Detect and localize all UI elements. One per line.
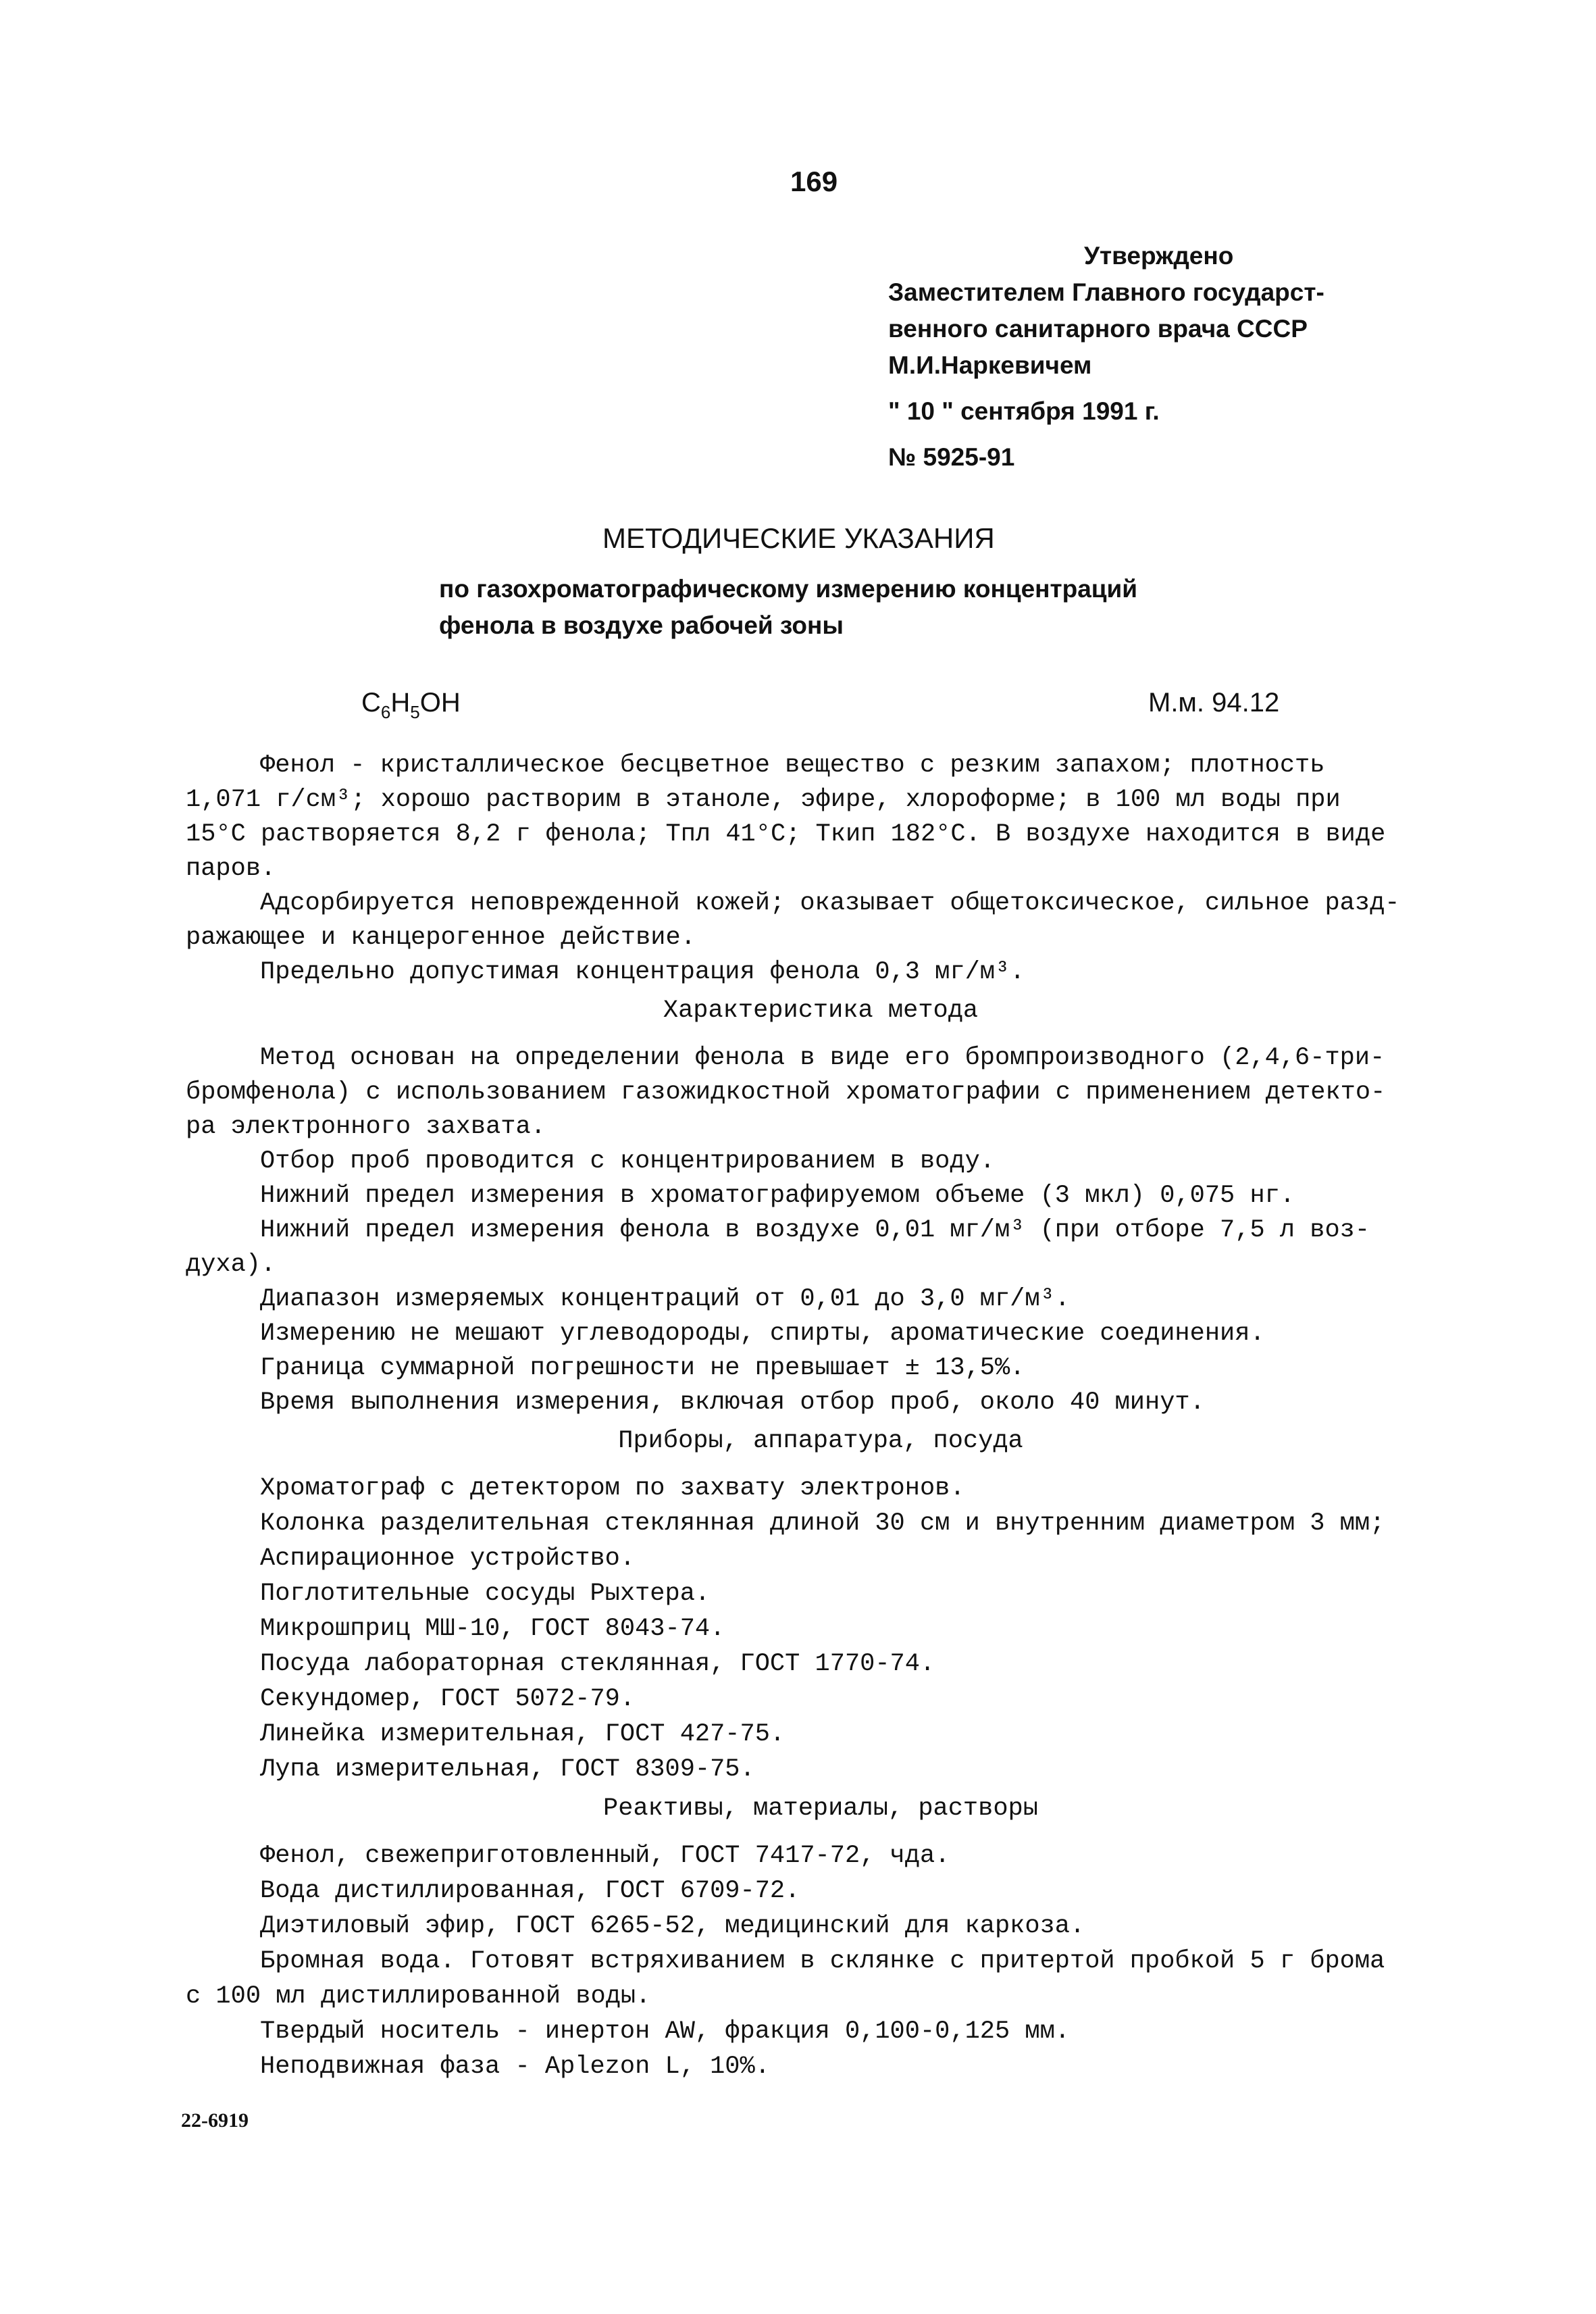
formula-c: C (361, 688, 381, 718)
approval-number: № 5925-91 (888, 443, 1015, 471)
approval-line-2: венного санитарного врача СССР (888, 315, 1308, 343)
equipment-item: Поглотительные сосуды Рыхтера. (260, 1580, 711, 1608)
method-line: Диапазон измеряемых концентраций от 0,01 до 3,0 мг/м³. (260, 1285, 1070, 1313)
section-heading-equipment: Приборы, аппаратура, посуда (618, 1427, 1023, 1455)
approval-line-3: М.И.Наркевичем (888, 351, 1092, 379)
subtitle-line-1: по газохроматографическому измерению концентраций (439, 575, 1138, 603)
intro-line: Адсорбируется неповрежденной кожей; оказывает общетоксическое, сильное разд- (260, 889, 1400, 917)
method-line: бромфенола) с использованием газожидкостной хроматографии с применением детекто- (186, 1078, 1386, 1107)
method-line: Отбор проб проводится с концентрированием в воду. (260, 1147, 995, 1176)
method-line: Нижний предел измерения фенола в воздухе 0,01 мг/м³ (при отборе 7,5 л воз- (260, 1216, 1370, 1244)
document-subtitle (439, 571, 1137, 644)
method-line: Нижний предел измерения в хроматографируемом объеме (3 мкл) 0,075 нг. (260, 1182, 1295, 1210)
reagent-item: Неподвижная фаза - Aplezon L, 10%. (260, 2053, 770, 2081)
reagent-item: Фенол, свежеприготовленный, ГОСТ 7417-72, чда. (260, 1842, 950, 1870)
equipment-item: Микрошприц МШ-10, ГОСТ 8043-74. (260, 1615, 725, 1643)
formula-h-sub: 5 (410, 702, 420, 722)
page-number: 169 (790, 166, 838, 197)
subtitle-line-2: фенола в воздухе рабочей зоны (439, 611, 844, 639)
reagent-item: с 100 мл дистиллированной воды. (186, 1982, 651, 2011)
approval-block (888, 238, 1449, 476)
equipment-item: Посуда лабораторная стеклянная, ГОСТ 1770-74. (260, 1650, 935, 1678)
formula-h: H (390, 688, 411, 718)
molar-mass: М.м. 94.12 (1148, 688, 1280, 718)
equipment-item: Секундомер, ГОСТ 5072-79. (260, 1685, 636, 1713)
document-body (186, 750, 1456, 2086)
section-heading-method: Характеристика метода (663, 997, 979, 1025)
approval-heading: Утверждено (1084, 242, 1234, 270)
method-line: Метод основан на определении фенола в виде его бромпроизводного (2,4,6-три- (260, 1044, 1385, 1072)
reagents-list (186, 1840, 1456, 2086)
approval-line-1: Заместителем Главного государст- (888, 278, 1324, 306)
chemical-formula (361, 686, 461, 724)
reagent-item: Вода дистиллированная, ГОСТ 6709-72. (260, 1877, 800, 1905)
intro-line: паров. (186, 855, 276, 883)
equipment-item: Колонка разделительная стеклянная длиной 30 см и внутренним диаметром 3 мм; (260, 1509, 1385, 1538)
equipment-item: Аспирационное устройство. (260, 1544, 636, 1573)
intro-line: Предельно допустимая концентрация фенола 0,3 мг/м³. (260, 958, 1025, 986)
footer-code: 22-6919 (181, 2109, 249, 2132)
method-section (186, 1042, 1456, 1422)
method-line: ра электронного захвата. (186, 1113, 546, 1141)
equipment-item: Линейка измерительная, ГОСТ 427-75. (260, 1720, 786, 1749)
method-line: Измерению не мешают углеводороды, спирты, ароматические соединения. (260, 1319, 1265, 1348)
equipment-item: Лупа измерительная, ГОСТ 8309-75. (260, 1755, 755, 1784)
formula-rest: OH (419, 688, 461, 718)
method-line: Время выполнения измерения, включая отбор проб, около 40 минут. (260, 1388, 1205, 1417)
intro-line: ражающее и канцерогенное действие. (186, 924, 696, 952)
equipment-item: Хроматограф с детектором по захвату электронов. (260, 1474, 965, 1503)
formula-c-sub: 6 (380, 702, 391, 722)
intro-line: 15°С растворяется 8,2 г фенола; Тпл 41°С; Ткип 182°С. В воздухе находится в виде (186, 820, 1386, 849)
approval-date: " 10 " сентября 1991 г. (888, 397, 1160, 425)
intro-line: Фенол - кристаллическое бесцветное вещество с резким запахом; плотность (260, 751, 1325, 780)
intro-line: 1,071 г/см³; хорошо растворим в этаноле, эфире, хлороформе; в 100 мл воды при (186, 786, 1341, 814)
document-title: МЕТОДИЧЕСКИЕ УКАЗАНИЯ (602, 522, 995, 554)
method-line: Граница суммарной погрешности не превышает ± 13,5%. (260, 1354, 1025, 1382)
intro-paragraph (186, 750, 1456, 991)
method-line: духа). (186, 1251, 276, 1279)
equipment-list (186, 1473, 1456, 1789)
reagent-item: Диэтиловый эфир, ГОСТ 6265-52, медицинский для каркоза. (260, 1912, 1085, 1940)
reagent-item: Твердый носитель - инертон AW, фракция 0,100-0,125 мм. (260, 2017, 1070, 2046)
section-heading-reagents: Реактивы, материалы, растворы (603, 1794, 1038, 1823)
reagent-item: Бромная вода. Готовят встряхиванием в склянке с притертой пробкой 5 г брома (260, 1947, 1385, 1976)
